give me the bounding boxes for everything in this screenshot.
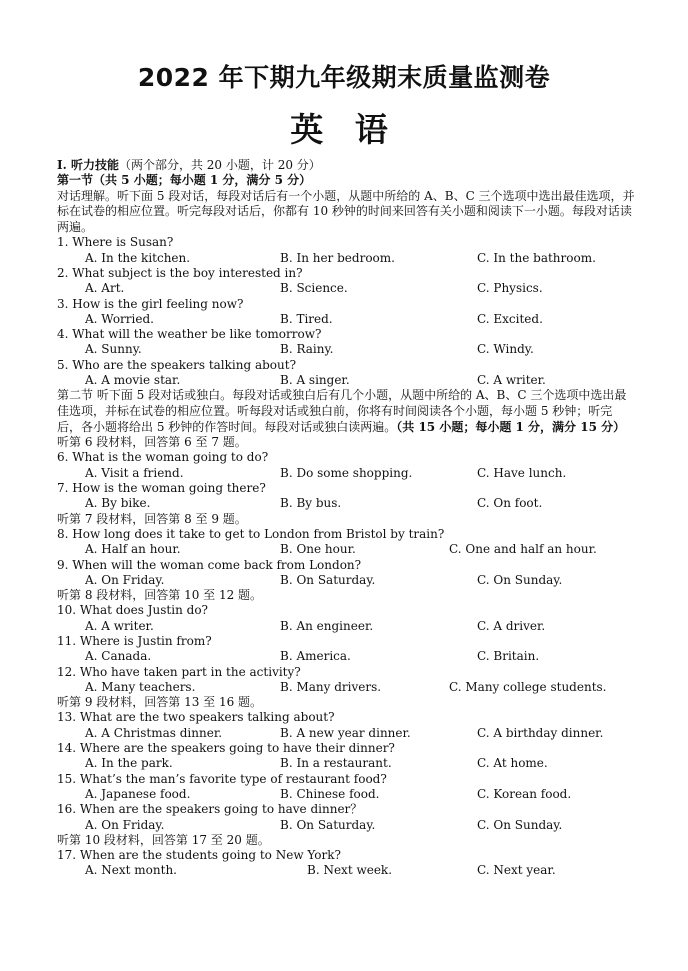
option-c: C. Next year. bbox=[477, 863, 556, 878]
option-b: B. Rainy. bbox=[280, 342, 334, 357]
question: 15. What’s the man’s favorite type of restaurant food? bbox=[57, 771, 387, 786]
question: 12. Who have taken part in the activity? bbox=[57, 664, 301, 679]
material-label: 听第 7 段材料，回答第 8 至 9 题。 bbox=[57, 511, 247, 526]
listening-section bbox=[57, 158, 635, 879]
option-c: C. Britain. bbox=[477, 649, 540, 664]
question-options bbox=[57, 573, 635, 588]
option-a: A. Art. bbox=[85, 281, 125, 296]
option-a: A. A writer. bbox=[85, 618, 154, 633]
subject-title: 英 语 bbox=[290, 110, 398, 149]
material-label: 听第 10 段材料，回答第 17 至 20 题。 bbox=[57, 832, 270, 847]
option-c: C. A writer. bbox=[477, 373, 546, 388]
option-b: B. A new year dinner. bbox=[280, 725, 411, 740]
part1-instructions: 对话理解。听下面 5 段对话，每段对话后有一个小题，从题中所给的 A、B、C 三个选项中选出最佳选项，并标在试卷的相应位置。听完每段对话后，你都有 10 秒钟的时间来回答有关小题和阅读下一小题。每段对话读两遍。 bbox=[57, 188, 635, 234]
option-c: C. At home. bbox=[477, 756, 548, 771]
question-options bbox=[57, 863, 635, 878]
option-b: B. On Saturday. bbox=[280, 817, 376, 832]
option-c: C. Have lunch. bbox=[477, 465, 567, 480]
material-label: 听第 8 段材料，回答第 10 至 12 题。 bbox=[57, 588, 263, 603]
question: 4. What will the weather be like tomorrow? bbox=[57, 327, 322, 342]
option-a: A. Canada. bbox=[85, 649, 152, 664]
option-b: B. Do some shopping. bbox=[280, 465, 413, 480]
question: 10. What does Justin do? bbox=[57, 603, 208, 618]
section-heading bbox=[57, 158, 635, 173]
section-heading-label: I. 听力技能 bbox=[57, 158, 119, 172]
part2-scoring: （共 15 小题；每小题 1 分，满分 15 分） bbox=[396, 419, 626, 434]
question-options bbox=[57, 342, 635, 357]
question: 11. Where is Justin from? bbox=[57, 633, 212, 648]
option-a: A. A Christmas dinner. bbox=[85, 725, 223, 740]
question: 14. Where are the speakers going to have their dinner? bbox=[57, 741, 395, 756]
question: 13. What are the two speakers talking about? bbox=[57, 710, 335, 725]
question: 3. How is the girl feeling now? bbox=[57, 296, 244, 311]
question: 17. When are the students going to New York? bbox=[57, 848, 341, 863]
question: 1. Where is Susan? bbox=[57, 235, 174, 250]
option-c: C. On Sunday. bbox=[477, 817, 563, 832]
option-a: A. On Friday. bbox=[85, 817, 165, 832]
option-c: C. A birthday dinner. bbox=[477, 725, 604, 740]
option-c: C. Physics. bbox=[477, 281, 543, 296]
option-b: B. America. bbox=[280, 649, 351, 664]
question: 9. When will the woman come back from London? bbox=[57, 557, 362, 572]
option-a: A. On Friday. bbox=[85, 572, 165, 587]
question-options bbox=[57, 466, 635, 481]
option-b: B. In a restaurant. bbox=[280, 756, 392, 771]
option-c: C. Excited. bbox=[477, 311, 543, 326]
question-options bbox=[57, 680, 635, 695]
material-label: 听第 9 段材料，回答第 13 至 16 题。 bbox=[57, 695, 263, 710]
option-b: B. Tired. bbox=[280, 311, 333, 326]
option-b: B. An engineer. bbox=[280, 618, 374, 633]
option-c: C. One and half an hour. bbox=[449, 542, 597, 557]
question-options bbox=[57, 726, 635, 741]
option-a: A. A movie star. bbox=[85, 373, 181, 388]
question-options bbox=[57, 251, 635, 266]
option-b: B. By bus. bbox=[280, 496, 342, 511]
question-options bbox=[57, 787, 635, 802]
exam-title: 2022 年下期九年级期末质量监测卷 bbox=[137, 63, 551, 92]
option-c: C. On foot. bbox=[477, 496, 543, 511]
option-b: B. One hour. bbox=[280, 542, 356, 557]
option-a: A. In the kitchen. bbox=[85, 250, 191, 265]
option-b: B. In her bedroom. bbox=[280, 250, 395, 265]
option-c: C. Windy. bbox=[477, 342, 534, 357]
question-options bbox=[57, 281, 635, 296]
section-heading-detail: （两个部分，共 20 小题，计 20 分） bbox=[118, 158, 321, 172]
question-options bbox=[57, 619, 635, 634]
option-c: C. Korean food. bbox=[477, 786, 572, 801]
question: 2. What subject is the boy interested in? bbox=[57, 265, 303, 280]
option-c: C. In the bathroom. bbox=[477, 250, 596, 265]
option-b: B. On Saturday. bbox=[280, 572, 376, 587]
question-options bbox=[57, 542, 635, 557]
question-options bbox=[57, 373, 635, 388]
option-c: C. Many college students. bbox=[449, 679, 607, 694]
part1-heading: 第一节（共 5 小题；每小题 1 分，满分 5 分） bbox=[57, 173, 312, 188]
material-label: 听第 6 段材料，回答第 6 至 7 题。 bbox=[57, 435, 247, 450]
option-b: B. A singer. bbox=[280, 373, 350, 388]
question: 7. How is the woman going there? bbox=[57, 481, 266, 496]
option-c: C. On Sunday. bbox=[477, 572, 563, 587]
question-options bbox=[57, 756, 635, 771]
option-a: A. In the park. bbox=[85, 756, 173, 771]
option-a: A. Many teachers. bbox=[85, 679, 196, 694]
question: 16. When are the speakers going to have dinner？ bbox=[57, 802, 363, 817]
question: 8. How long does it take to get to London from Bristol by train? bbox=[57, 526, 445, 541]
part2-instructions bbox=[57, 388, 635, 435]
question-options bbox=[57, 649, 635, 664]
option-b: B. Next week. bbox=[307, 863, 393, 878]
option-a: A. Visit a friend. bbox=[85, 465, 184, 480]
part2-instructions-text: 第二节 听下面 5 段对话或独白。每段对话或独白后有几个小题，从题中所给的 A、B、C 三个选项中选出最佳选项，并标在试卷的相应位置。听每段对话或独白前，你将有时间阅读各个小题，每小题 5 秒钟；听完后，各小题将给出 5 秒钟的作答时间。每段对话或独白读两遍。 bbox=[57, 388, 627, 434]
question: 6. What is the woman going to do? bbox=[57, 450, 269, 465]
option-b: B. Many drivers. bbox=[280, 679, 382, 694]
question-options bbox=[57, 312, 635, 327]
option-a: A. Japanese food. bbox=[85, 786, 191, 801]
option-b: B. Science. bbox=[280, 281, 348, 296]
question-options bbox=[57, 496, 635, 511]
option-c: C. A driver. bbox=[477, 618, 546, 633]
question: 5. Who are the speakers talking about? bbox=[57, 357, 297, 372]
option-a: A. Sunny. bbox=[85, 342, 142, 357]
option-a: A. Half an hour. bbox=[85, 542, 181, 557]
option-a: A. Next month. bbox=[85, 863, 177, 878]
question-options bbox=[57, 818, 635, 833]
option-a: A. Worried. bbox=[85, 311, 154, 326]
option-a: A. By bike. bbox=[85, 496, 151, 511]
option-b: B. Chinese food. bbox=[280, 786, 380, 801]
